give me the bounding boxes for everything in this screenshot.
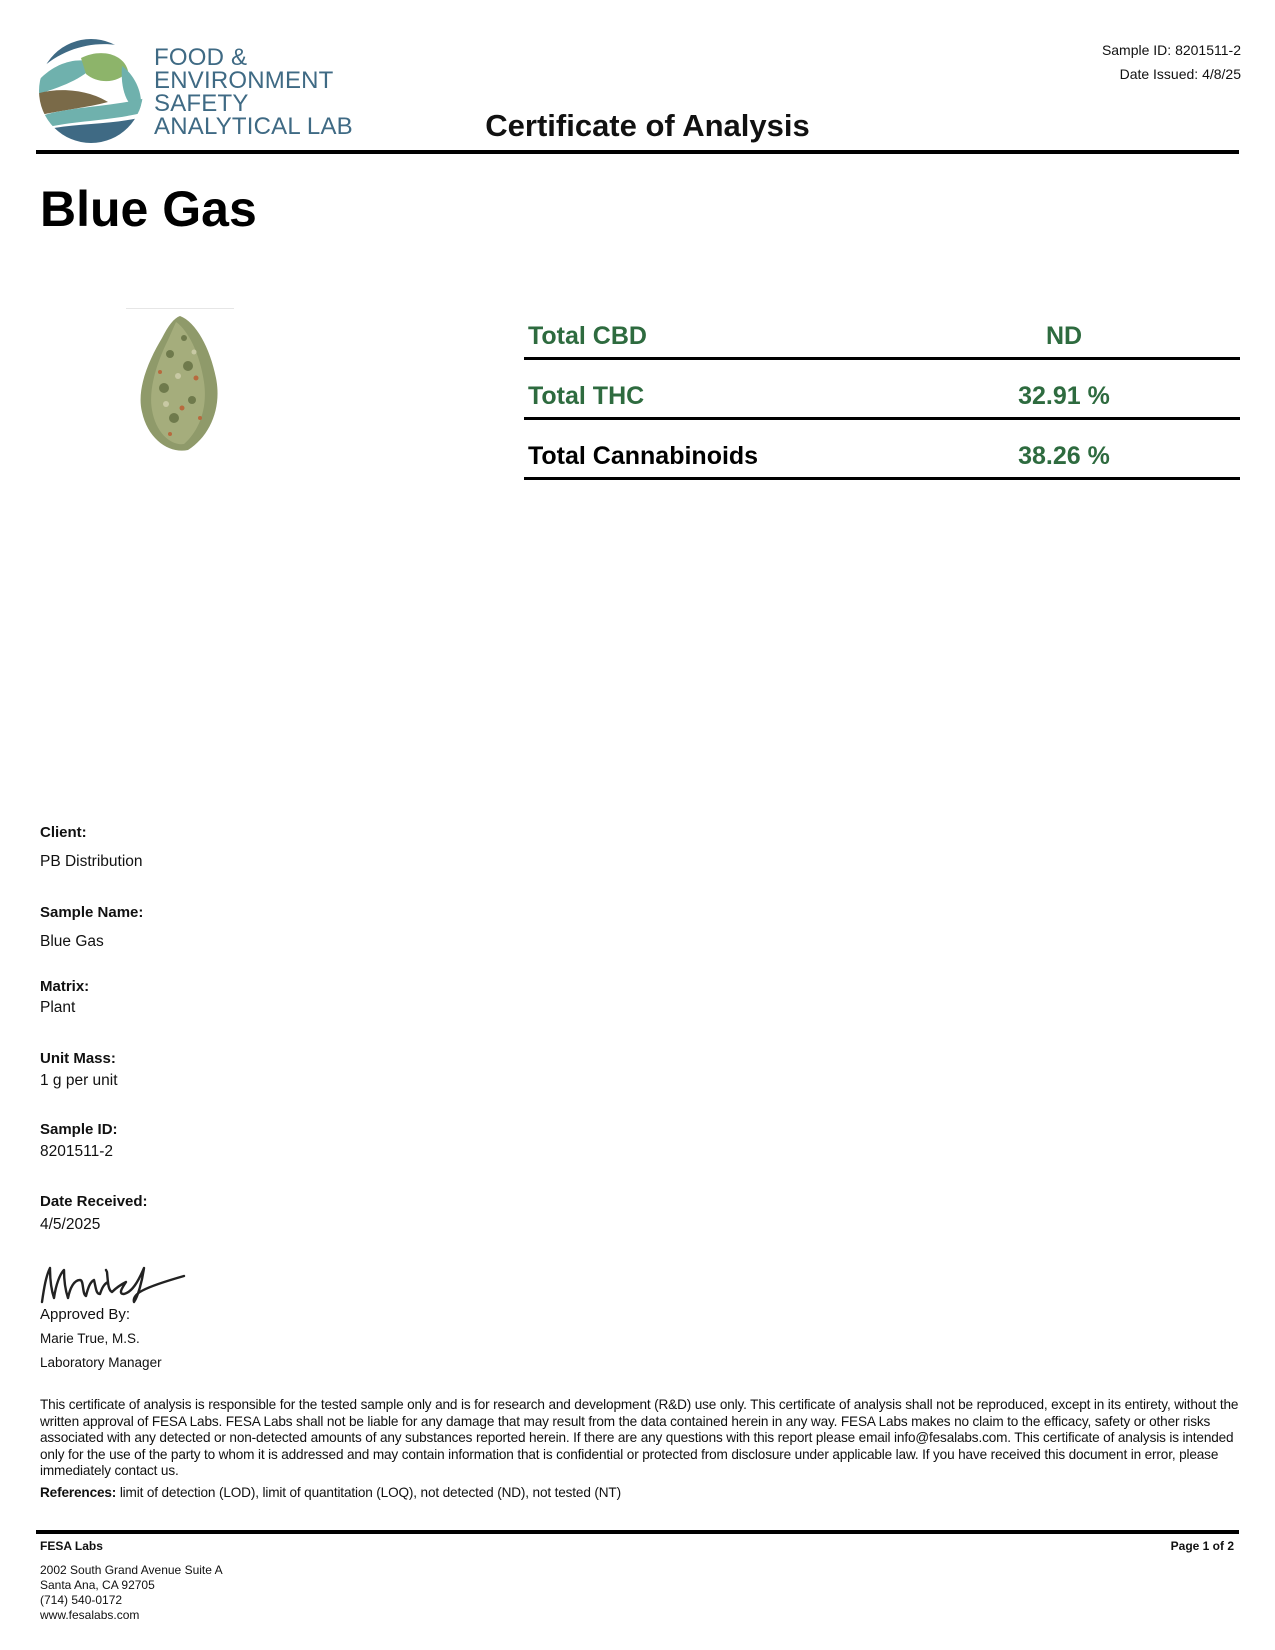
field-matrix [40, 978, 89, 1017]
summary-row-total-cbd [524, 300, 1240, 360]
footer-company: FESA Labs [40, 1539, 103, 1553]
summary-value: ND [1045, 322, 1083, 350]
cannabis-bud-image [126, 308, 234, 456]
field-label: Sample Name: [40, 904, 144, 921]
date-issued: Date Issued: 4/8/25 [1119, 66, 1241, 82]
cannabinoid-summary-table [524, 300, 1240, 480]
approved-by-label: Approved By: [40, 1306, 131, 1323]
summary-value: 32.91 % [1018, 382, 1110, 410]
field-date-received [40, 1193, 148, 1234]
logo-line: ANALYTICAL LAB [154, 113, 353, 140]
logo-line: ENVIRONMENT [154, 67, 334, 94]
sample-id-header: Sample ID: 8201511-2 [1101, 42, 1241, 58]
field-value: Plant [40, 999, 76, 1016]
field-sample-id [40, 1121, 118, 1161]
logo-line: SAFETY [154, 90, 249, 117]
field-label: Matrix: [40, 978, 90, 995]
approver-name: Marie True, M.S. [40, 1331, 140, 1346]
sample-title: Blue Gas [40, 181, 257, 237]
website-link[interactable]: www.fesalabs.com [40, 1608, 140, 1622]
logo-line: FOOD & [154, 44, 248, 71]
field-label: Date Received: [40, 1193, 148, 1210]
summary-label: Total Cannabinoids [528, 442, 759, 470]
field-value: PB Distribution [40, 853, 143, 870]
summary-row-total-cannabinoids [524, 420, 1240, 480]
approver-title: Laboratory Manager [40, 1355, 162, 1370]
field-value: 1 g per unit [40, 1072, 118, 1089]
field-client [40, 824, 143, 871]
header-divider [36, 150, 1239, 154]
document-title: Certificate of Analysis [485, 108, 810, 143]
footer-divider [36, 1530, 1239, 1534]
address-city: Santa Ana, CA 92705 [40, 1578, 155, 1592]
field-sample-name [40, 904, 143, 951]
field-value: 4/5/2025 [40, 1216, 101, 1233]
disclaimer-text: This certificate of analysis is responsible for the tested sample only and is for research and development (R&D) use only. This certificate of analysis shall not be reproduced, except in its entirety, without the written approval of FESA Labs. FESA Labs shall not be liable for any damage that may result from the data contained herein in any way. FESA Labs makes no claim to the efficacy, safety or other risks associated with any detected or non-detected amounts of any substances reported herein. If there are any questions with this report please email info@fesalabs.com. This certificate of analysis is intended only for the use of the party to whom it is addressed and may contain information that is confidential or protected from disclosure under applicable law. If you have received this document in error, please immediately contact us. [40, 1397, 1239, 1479]
image-border [126, 308, 234, 309]
summary-value: 38.26 % [1018, 442, 1110, 470]
field-value: 8201511-2 [40, 1143, 113, 1160]
field-label: Unit Mass: [40, 1050, 116, 1067]
phone-number: (714) 540-0172 [40, 1593, 123, 1607]
summary-row-total-thc [524, 360, 1240, 420]
field-label: Client: [40, 824, 87, 841]
summary-label: Total CBD [528, 322, 647, 350]
references-label: References: [40, 1485, 117, 1500]
summary-label: Total THC [528, 382, 645, 410]
field-label: Sample ID: [40, 1121, 118, 1138]
signature-image [38, 1258, 188, 1306]
page-indicator: Page 1 of 2 [1170, 1539, 1234, 1553]
field-value: Blue Gas [40, 933, 104, 950]
document-meta [1102, 38, 1241, 86]
field-unit-mass [40, 1050, 118, 1090]
bud-illustration-icon [126, 308, 234, 456]
address-line: 2002 South Grand Avenue Suite A [40, 1563, 223, 1577]
references [40, 1485, 621, 1500]
references-text: limit of detection (LOD), limit of quantitation (LOQ), not detected (ND), not tested (NT) [116, 1485, 621, 1500]
footer-address [40, 1563, 223, 1623]
